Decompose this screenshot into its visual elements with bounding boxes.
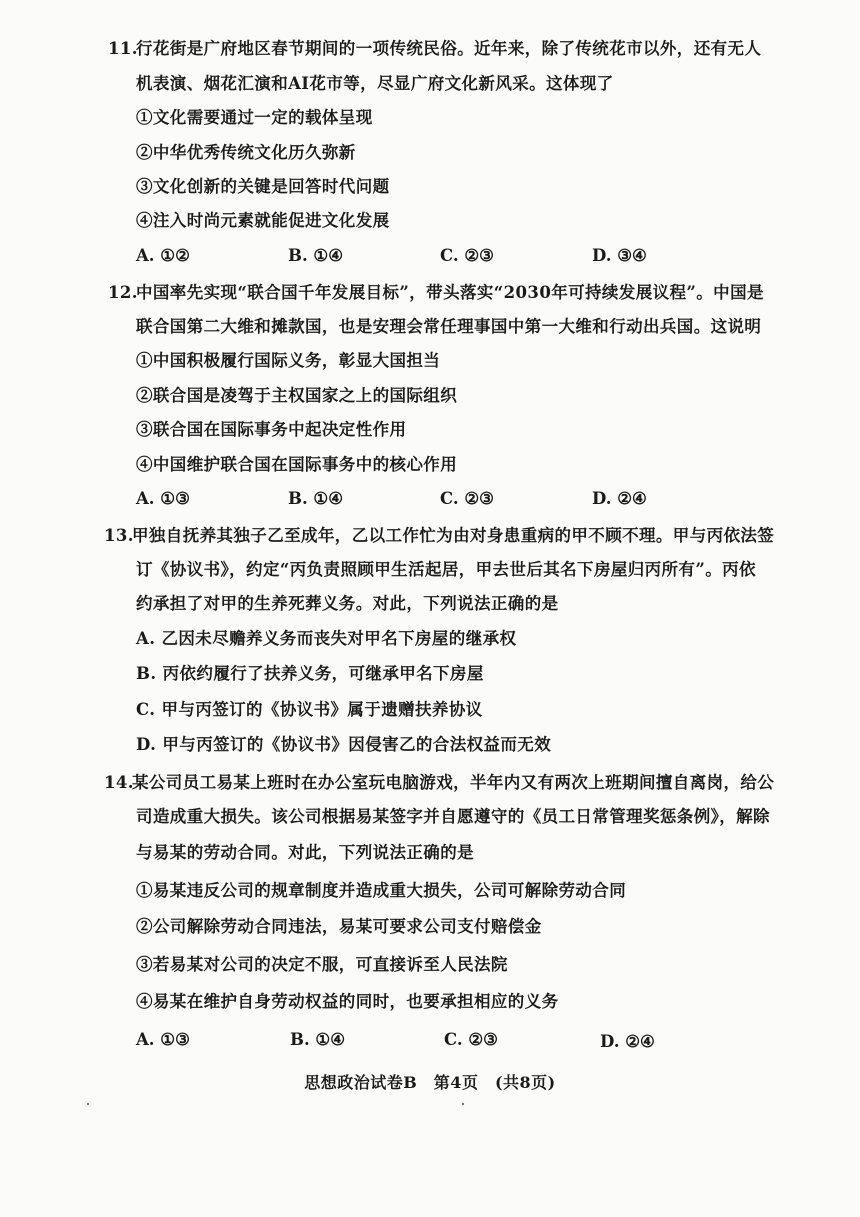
page-footer: 思想政治试卷B 第4页 (共8页) (304, 1073, 556, 1092)
q11-item-2: ②中华优秀传统文化历久弥新 (136, 143, 356, 162)
scan-speck (87, 1103, 89, 1105)
q11-number: 11. (108, 39, 138, 58)
q13-stem-line-1: 13.甲独自抚养其独子乙至成年，乙以工作忙为由对身患重病的甲不顾不理。甲与丙依法签 (104, 526, 775, 545)
q13-option-b: B. 丙依约履行了扶养义务，可继承甲名下房屋 (136, 664, 484, 683)
q14-choice-a: A. ①③ (136, 1030, 190, 1049)
q12-choice-a: A. ①③ (136, 489, 190, 508)
q14-item-2: ②公司解除劳动合同违法，易某可要求公司支付赔偿金 (136, 917, 542, 936)
q11-item-1: ①文化需要通过一定的载体呈现 (136, 108, 373, 127)
q13-option-d: D. 甲与丙签订的《协议书》因侵害乙的合法权益而无效 (136, 735, 552, 754)
q14-choice-b: B. ①④ (290, 1030, 346, 1049)
q14-item-3: ③若易某对公司的决定不服，可直接诉至人民法院 (136, 955, 508, 974)
q11-choice-b: B. ①④ (288, 246, 344, 265)
q12-choice-d: D. ②④ (592, 489, 647, 508)
q13-option-a: A. 乙因未尽赡养义务而丧失对甲名下房屋的继承权 (136, 629, 517, 648)
q11-stem-line-1: 11.行花街是广府地区春节期间的一项传统民俗。近年来，除了传统花市以外，还有无人 (108, 39, 762, 58)
q14-item-4: ④易某在维护自身劳动权益的同时，也要承担相应的义务 (136, 992, 559, 1011)
q12-item-4: ④中国维护联合国在国际事务中的核心作用 (136, 455, 458, 474)
q14-number: 14. (104, 773, 134, 792)
q12-item-3: ③联合国在国际事务中起决定性作用 (136, 420, 407, 439)
q14-item-1: ①易某违反公司的规章制度并造成重大损失，公司可解除劳动合同 (136, 881, 627, 900)
q11-item-4: ④注入时尚元素就能促进文化发展 (136, 211, 390, 230)
q11-item-3: ③文化创新的关键是回答时代问题 (136, 177, 390, 196)
q14-stem-line-2: 司造成重大损失。该公司根据易某签字并自愿遵守的《员工日常管理奖惩条例》，解除 (136, 807, 770, 826)
q12-item-2: ②联合国是凌驾于主权国家之上的国际组织 (136, 386, 458, 405)
q12-choice-c: C. ②③ (440, 489, 494, 508)
q11-choice-d: D. ③④ (592, 246, 647, 265)
scan-speck (462, 1103, 464, 1105)
q13-stem-line-2: 订《协议书》，约定“丙负责照顾甲生活起居，甲去世后其名下房屋归丙所有”。丙依 (136, 560, 756, 579)
q12-number: 12. (108, 283, 138, 302)
q14-stem-line-1: 14.某公司员工易某上班时在办公室玩电脑游戏，半年内又有两次上班期间擅自离岗，给公 (104, 773, 775, 792)
q11-choice-a: A. ①② (136, 246, 190, 265)
q11-choice-c: C. ②③ (440, 246, 494, 265)
q14-stem-line-3: 与易某的劳动合同。对此，下列说法正确的是 (136, 843, 474, 862)
q12-stem-line-1: 12.中国率先实现“联合国千年发展目标”，带头落实“2030年可持续发展议程”。中国是 (108, 283, 764, 302)
q12-stem-line-2: 联合国第二大维和摊款国，也是安理会常任理事国中第一大维和行动出兵国。这说明 (136, 317, 762, 336)
q11-stem-line-2: 机表演、烟花汇演和AI花市等，尽显广府文化新风采。这体现了 (136, 74, 614, 93)
q12-choice-b: B. ①④ (288, 489, 344, 508)
q14-choice-d: D. ②④ (600, 1032, 655, 1051)
q13-option-c: C. 甲与丙签订的《协议书》属于遗赠扶养协议 (136, 700, 483, 719)
q14-choice-c: C. ②③ (444, 1030, 498, 1049)
q12-item-1: ①中国积极履行国际义务，彰显大国担当 (136, 351, 441, 370)
q13-stem-line-3: 约承担了对甲的生养死葬义务。对此，下列说法正确的是 (136, 594, 559, 613)
q13-number: 13. (104, 526, 134, 545)
